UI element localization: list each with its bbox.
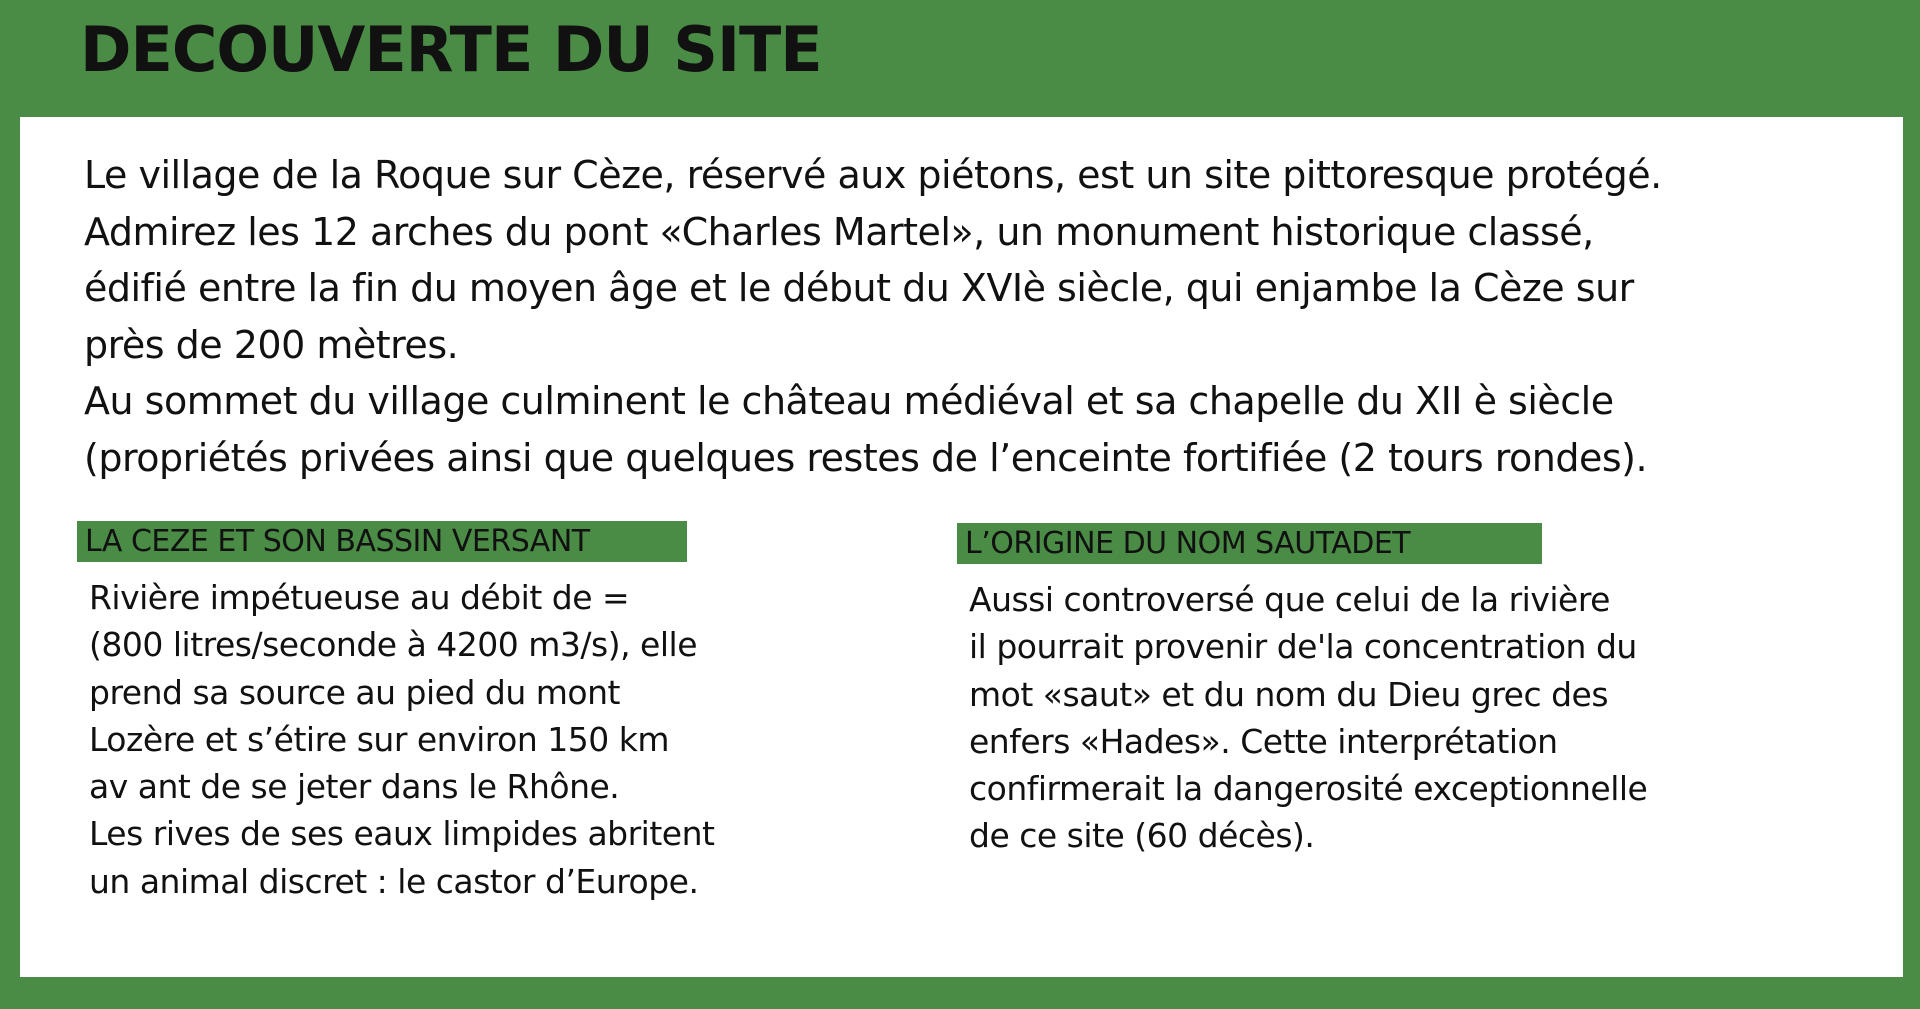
page-title: DECOUVERTE DU SITE [80,13,822,86]
intro-paragraph [84,147,1874,486]
body-line: Les rives de ses eaux limpides abritent [89,814,715,854]
section-body-sautadet-origin [957,576,1817,860]
intro-line: près de 200 mètres. [84,322,459,367]
body-line: (800 litres/seconde à 4200 m3/s), elle [89,625,697,665]
section-heading-ceze-basin: LA CEZE ET SON BASSIN VERSANT [77,521,687,562]
body-line: de ce site (60 décès). [969,816,1315,856]
section-ceze-basin [77,521,877,905]
content-panel [20,117,1903,977]
body-line: confirmerait la dangerosité exceptionnelle [969,769,1648,809]
body-line: Lozère et s’étire sur environ 150 km [89,719,669,759]
body-line: il pourrait provenir de'la concentration du [969,627,1637,667]
section-body-ceze-basin [77,574,877,905]
body-line: Rivière impétueuse au débit de = [89,578,630,617]
section-heading-sautadet-origin: L’ORIGINE DU NOM SAUTADET [957,523,1542,564]
body-line: un animal discret : le castor d’Europe. [89,861,699,901]
intro-line: (propriétés privées ainsi que quelques restes de l’enceinte fortifiée (2 tours rondes). [84,435,1648,480]
body-line: enfers «Hades». Cette interprétation [969,721,1558,761]
body-line: prend sa source au pied du mont [89,672,620,712]
body-line: Aussi controversé que celui de la rivière [969,580,1610,619]
intro-line: Admirez les 12 arches du pont «Charles Martel», un monument historique classé, [84,209,1594,254]
intro-line: Au sommet du village culminent le château médiéval et sa chapelle du XII è siècle [84,379,1614,423]
body-line: av ant de se jeter dans le Rhône. [89,767,620,807]
section-sautadet-origin [957,523,1817,860]
body-line: mot «saut» et du nom du Dieu grec des [969,674,1609,714]
intro-line: édifié entre la fin du moyen âge et le début du XVIè siècle, qui enjambe la Cèze sur [84,266,1634,310]
intro-line: Le village de la Roque sur Cèze, réservé aux piétons, est un site pittoresque protégé. [84,153,1662,197]
